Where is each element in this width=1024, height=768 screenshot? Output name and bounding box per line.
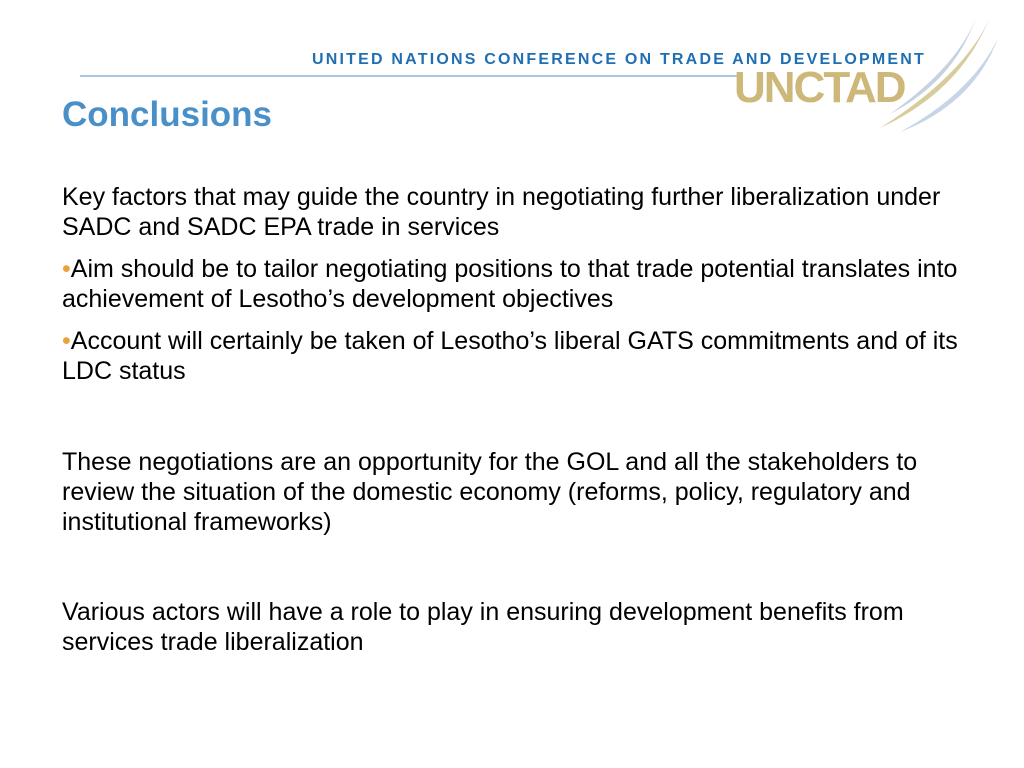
bullet-marker: • xyxy=(62,255,71,283)
bullet-item xyxy=(62,326,962,386)
bullet-text: Account will certainly be taken of Lesotho’s liberal GATS commitments and of its LDC status xyxy=(62,327,958,385)
intro-paragraph: Key factors that may guide the country in negotiating further liberalization under SADC and SADC EPA trade in services xyxy=(62,183,941,241)
slide-title: Conclusions xyxy=(62,95,273,134)
bullet-text: Aim should be to tailor negotiating positions to that trade potential translates into achievement of Lesotho’s development objectives xyxy=(62,255,958,313)
organization-name: UNITED NATIONS CONFERENCE ON TRADE AND DEVELOPMENT xyxy=(312,51,927,68)
paragraph-actors: Various actors will have a role to play in ensuring development benefits from services trade liberalization xyxy=(62,598,904,656)
paragraph-negotiations: These negotiations are an opportunity for the GOL and all the stakeholders to review the situation of the domestic economy (reforms, policy, regulatory and institutional frameworks) xyxy=(62,448,918,536)
bullet-item xyxy=(62,254,962,314)
unctad-logo: UNCTAD xyxy=(734,63,905,112)
header-divider xyxy=(80,75,740,77)
bullet-marker: • xyxy=(62,327,71,355)
slide-body xyxy=(62,182,962,657)
